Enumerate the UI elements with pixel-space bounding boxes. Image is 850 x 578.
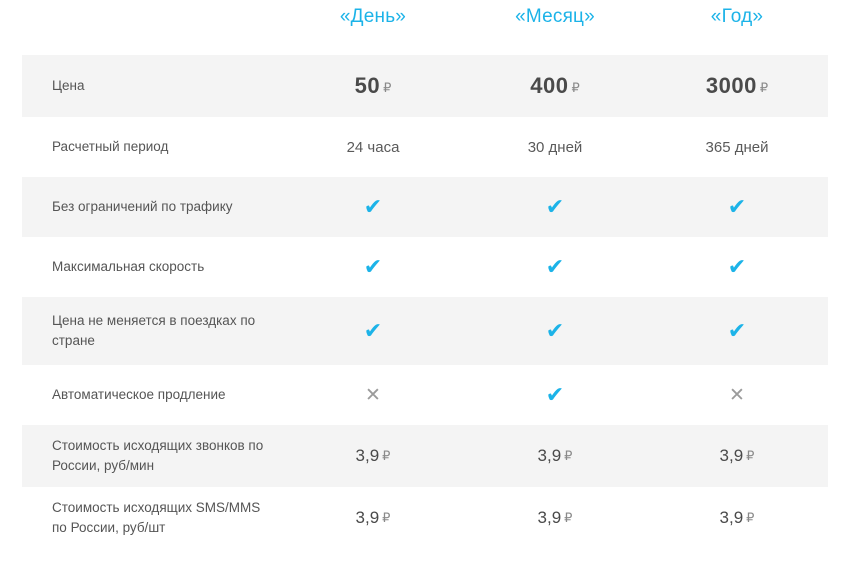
column-header-month: «Месяц» (515, 6, 595, 27)
column-header-year: «Год» (710, 6, 764, 27)
cell-value: 30 дней (527, 138, 583, 156)
cell-value: 3,9 (719, 446, 744, 465)
currency-symbol: ₽ (571, 80, 580, 95)
check-icon: ✔ (363, 318, 383, 343)
column-header-day: «День» (339, 6, 407, 27)
table-cell (282, 508, 464, 528)
check-icon: ✔ (727, 318, 747, 343)
table-header-row (22, 0, 828, 55)
table-cell (282, 73, 464, 99)
currency-symbol: ₽ (746, 510, 755, 525)
row-label: Стоимость исходящих SMS/MMS по России, руб/шт (52, 500, 261, 535)
currency-symbol: ₽ (564, 448, 573, 463)
cell-value: 3,9 (355, 508, 380, 527)
currency-symbol: ₽ (759, 80, 769, 95)
table-cell (646, 508, 828, 528)
table-row (22, 55, 828, 117)
check-icon: ✔ (545, 194, 565, 219)
table-cell (464, 73, 646, 99)
currency-symbol: ₽ (382, 448, 391, 463)
cross-icon: ✕ (729, 384, 745, 406)
row-label: Стоимость исходящих звонков по России, руб/мин (52, 438, 264, 473)
row-label: Без ограничений по трафику (52, 199, 233, 215)
table-row (22, 237, 828, 297)
table-cell (282, 320, 464, 342)
table-cell (646, 386, 828, 405)
table-cell (464, 196, 646, 218)
table-cell (646, 73, 828, 99)
table-cell (464, 384, 646, 406)
check-icon: ✔ (363, 194, 383, 219)
cell-value: 3,9 (719, 508, 744, 527)
table-row (22, 425, 828, 487)
cell-value: 50 (354, 73, 381, 98)
row-label: Цена не меняется в поездках по стране (52, 313, 256, 348)
table-row (22, 177, 828, 237)
cell-value: 400 (530, 73, 569, 98)
currency-symbol: ₽ (382, 510, 391, 525)
currency-symbol: ₽ (383, 80, 392, 95)
table-cell (282, 139, 464, 156)
table-cell (282, 196, 464, 218)
table-row (22, 297, 828, 365)
table-cell (464, 446, 646, 466)
cell-value: 3000 (705, 73, 757, 98)
cell-value: 24 часа (346, 138, 400, 156)
table-cell (646, 256, 828, 278)
table-cell (646, 196, 828, 218)
table-row (22, 117, 828, 177)
row-label: Расчетный период (52, 139, 169, 155)
table-cell (282, 446, 464, 466)
row-label: Автоматическое продление (52, 387, 226, 403)
table-row (22, 365, 828, 425)
table-cell (282, 386, 464, 405)
table-cell (464, 139, 646, 156)
check-icon: ✔ (545, 318, 565, 343)
table-cell (464, 256, 646, 278)
table-cell (646, 446, 828, 466)
cell-value: 3,9 (537, 508, 562, 527)
row-label: Максимальная скорость (52, 259, 205, 275)
check-icon: ✔ (363, 254, 383, 279)
row-label: Цена (52, 78, 85, 94)
currency-symbol: ₽ (746, 448, 755, 463)
check-icon: ✔ (545, 254, 565, 279)
table-cell (464, 508, 646, 528)
cross-icon: ✕ (365, 384, 381, 406)
check-icon: ✔ (727, 254, 747, 279)
cell-value: 3,9 (537, 446, 562, 465)
table-cell (464, 320, 646, 342)
table-row (22, 487, 828, 549)
cell-value: 3,9 (355, 446, 380, 465)
table-cell (282, 256, 464, 278)
check-icon: ✔ (545, 382, 565, 407)
currency-symbol: ₽ (564, 510, 573, 525)
table-cell (646, 320, 828, 342)
cell-value: 365 дней (705, 138, 769, 156)
check-icon: ✔ (727, 194, 747, 219)
table-cell (646, 139, 828, 156)
